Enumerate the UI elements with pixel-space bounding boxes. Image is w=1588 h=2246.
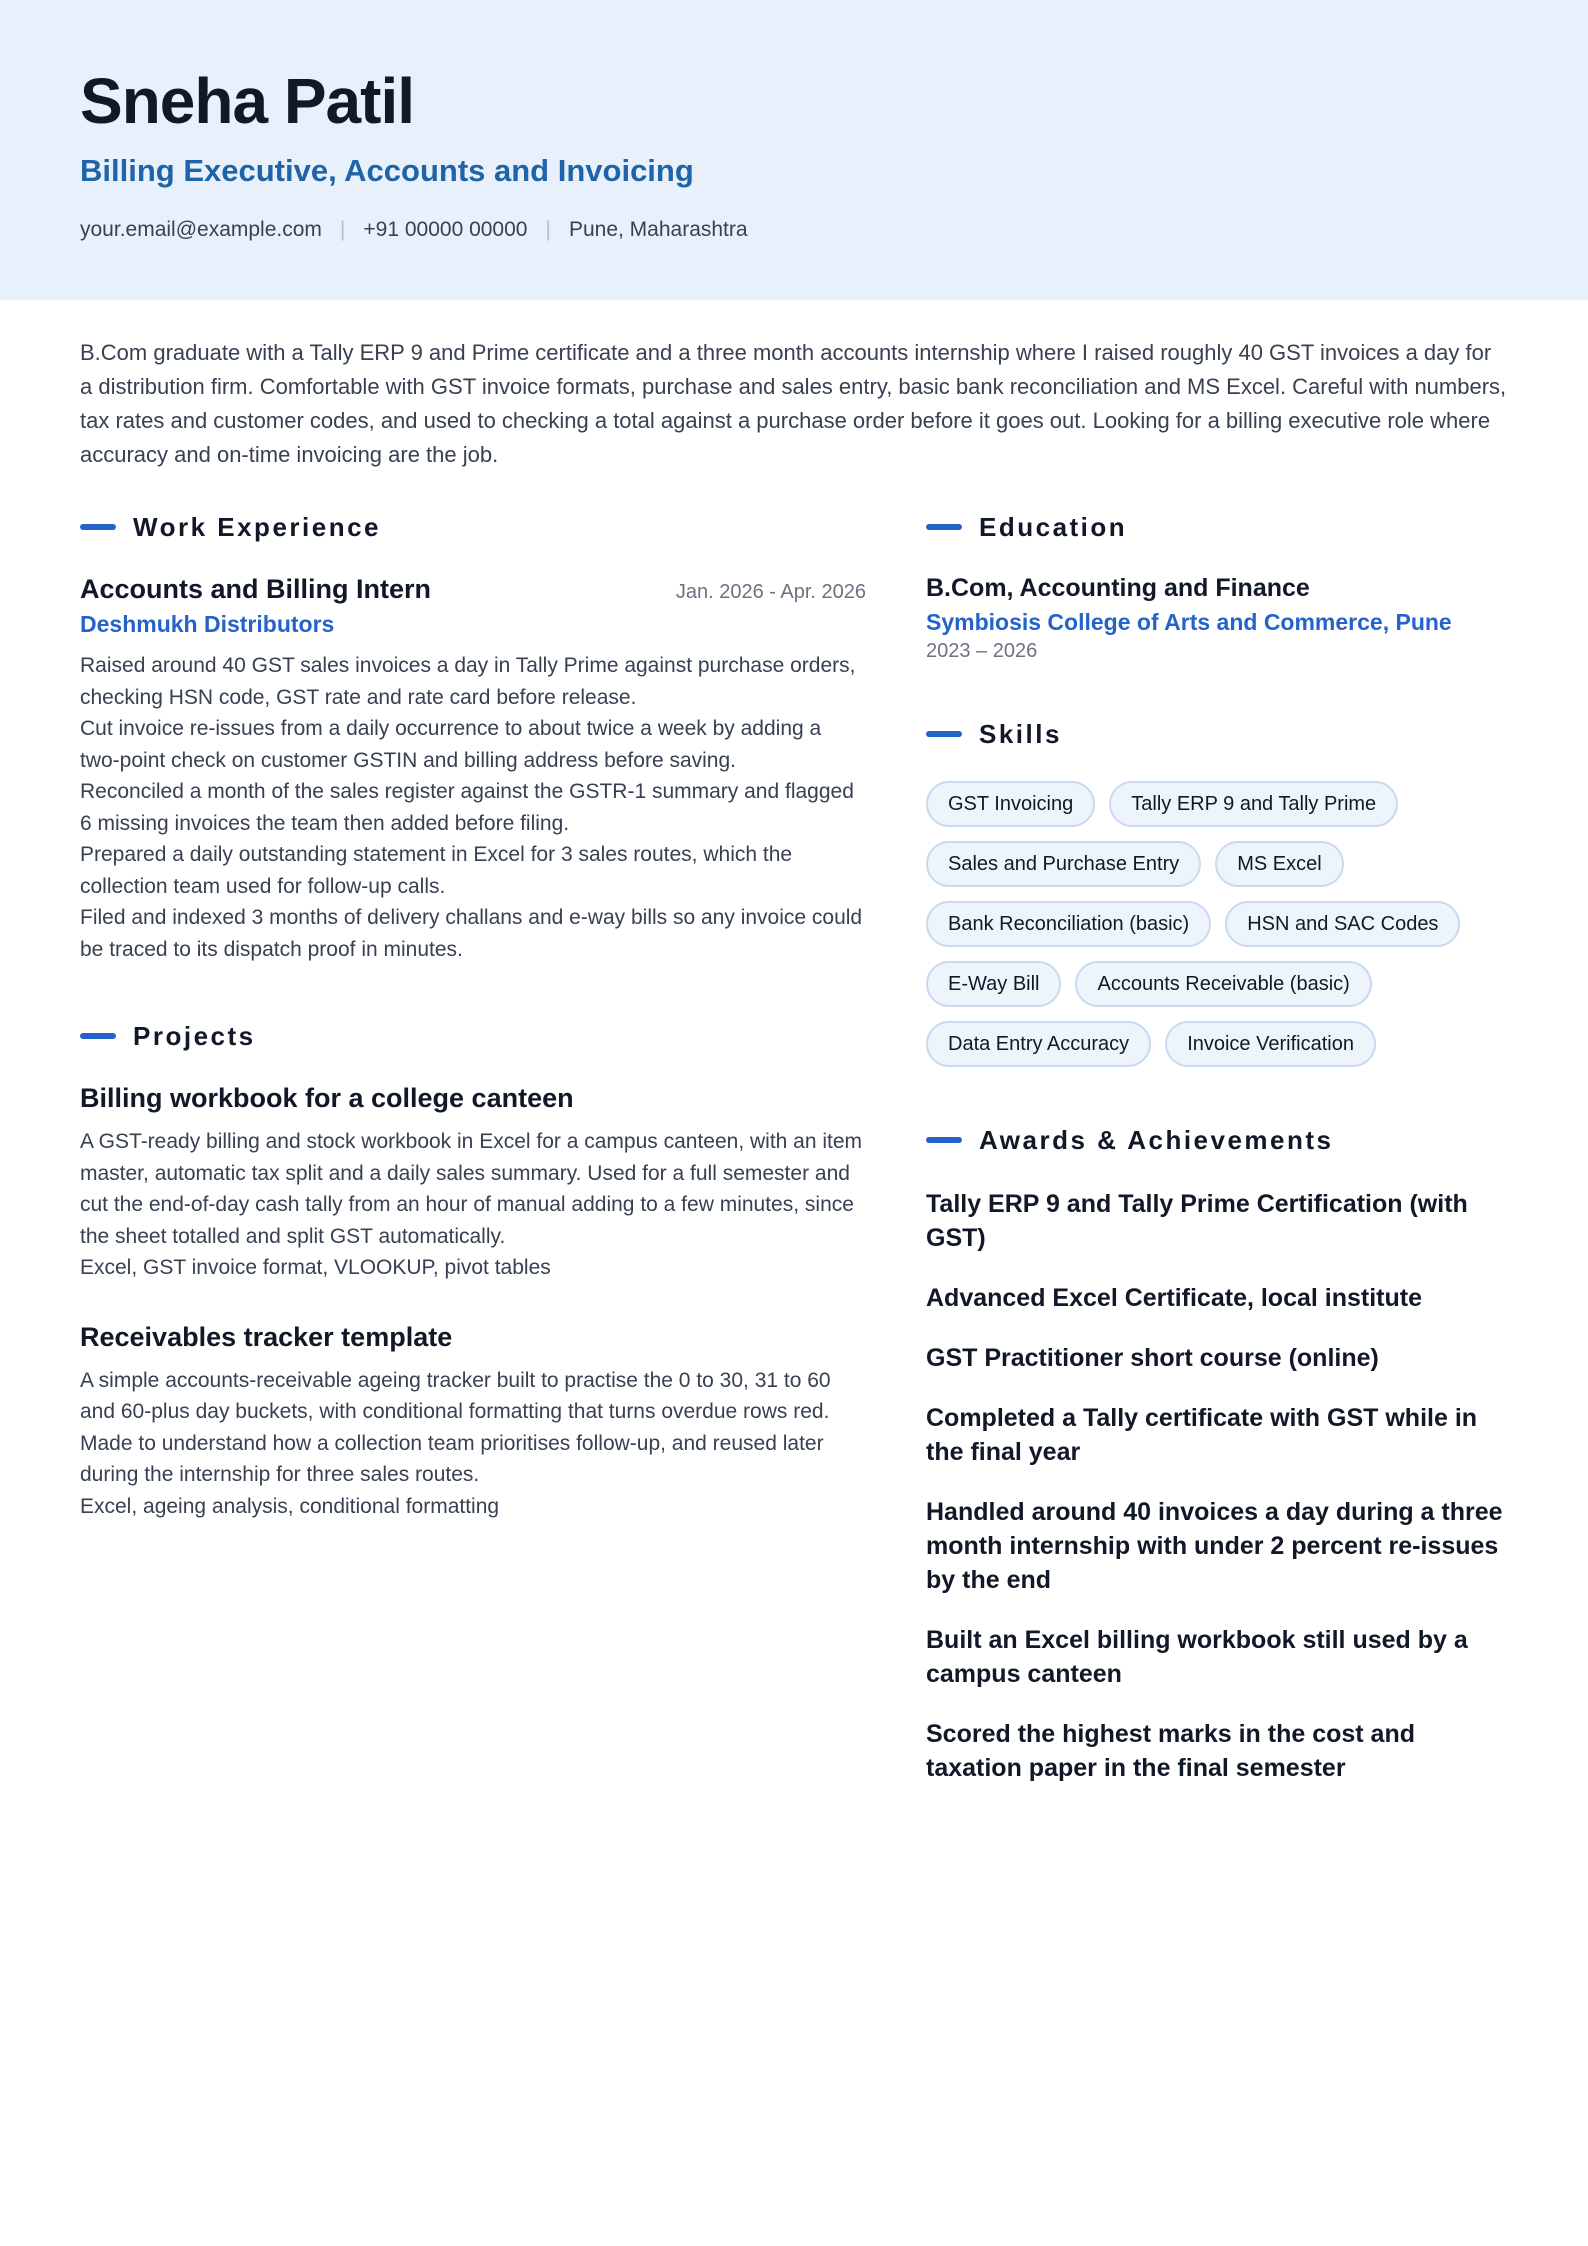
section-accent-bar xyxy=(80,1033,116,1039)
job-dates: Jan. 2026 - Apr. 2026 xyxy=(675,581,866,603)
award-item: GST Practitioner short course (online) xyxy=(926,1344,1379,1372)
job-entry xyxy=(80,574,866,965)
section-accent-bar xyxy=(926,731,962,737)
project-entry xyxy=(80,1322,866,1523)
job-company: Deshmukh Distributors xyxy=(80,611,335,637)
resume-header xyxy=(0,0,1588,300)
skill-chip: Bank Reconciliation (basic) xyxy=(926,901,1211,947)
award-item: Handled around 40 invoices a day during a three month internship with under 2 percent re-issues by the end xyxy=(926,1498,1503,1594)
contact-email[interactable]: your.email@example.com xyxy=(80,218,322,241)
education-years: 2023 – 2026 xyxy=(926,640,1038,662)
job-bullet: Reconciled a month of the sales register against the GSTR-1 summary and flagged 6 missing invoices the team then added before filing. xyxy=(80,780,854,835)
award-item: Completed a Tally certificate with GST while in the final year xyxy=(926,1404,1478,1466)
profile-summary: B.Com graduate with a Tally ERP 9 and Prime certificate and a three month accounts internship where I raised roughly 40 GST invoices a day for a distribution firm. Comfortable with GST invoice formats, purchase and sales entry, basic bank reconciliation and MS Excel. Careful with numbers, tax rates and customer codes, and used to checking a total against a purchase order before it goes out. Looking for a billing executive role where accuracy and on-time invoicing are the job. xyxy=(80,340,1507,467)
skill-chip: GST Invoicing xyxy=(926,781,1095,827)
section-title-text: Projects xyxy=(133,1020,256,1051)
project-entry xyxy=(80,1083,866,1284)
section-education xyxy=(926,510,1508,544)
project-title: Billing workbook for a college canteen xyxy=(80,1083,574,1113)
section-skills xyxy=(926,717,1508,751)
left-column xyxy=(80,510,866,1811)
job-bullet: Filed and indexed 3 months of delivery challans and e-way bills so any invoice could be traced to its dispatch proof in minutes. xyxy=(80,906,863,961)
skill-chip: Accounts Receivable (basic) xyxy=(1075,961,1371,1007)
section-accent-bar xyxy=(80,524,116,530)
skill-chip: HSN and SAC Codes xyxy=(1225,901,1460,947)
section-title-text: Awards & Achievements xyxy=(979,1124,1334,1155)
contact-separator: | xyxy=(545,218,551,241)
project-title: Receivables tracker template xyxy=(80,1321,453,1352)
candidate-role: Billing Executive, Accounts and Invoicing xyxy=(80,153,694,188)
job-bullet: Cut invoice re-issues from a daily occurrence to about twice a week by adding a two-point check on customer GSTIN and billing address before saving. xyxy=(80,717,822,772)
skill-chip: Sales and Purchase Entry xyxy=(926,841,1201,887)
section-work-experience xyxy=(80,510,866,544)
right-column xyxy=(926,510,1508,1811)
skills-list xyxy=(926,781,1508,1067)
section-accent-bar xyxy=(926,1137,962,1143)
education-degree: B.Com, Accounting and Finance xyxy=(926,574,1310,602)
education-school: Symbiosis College of Arts and Commerce, Pune xyxy=(926,609,1452,635)
skill-chip: E-Way Bill xyxy=(926,961,1061,1007)
candidate-name: Sneha Patil xyxy=(80,65,414,137)
award-item: Tally ERP 9 and Tally Prime Certification (with GST) xyxy=(926,1190,1468,1252)
resume-body xyxy=(80,510,1508,1811)
skill-chip: MS Excel xyxy=(1215,841,1343,887)
project-tech: Excel, ageing analysis, conditional formatting xyxy=(80,1494,500,1518)
section-title-text: Work Experience xyxy=(133,511,382,542)
job-bullet: Raised around 40 GST sales invoices a day in Tally Prime against purchase orders, checking HSN code, GST rate and rate card before release. xyxy=(80,654,856,709)
contact-line xyxy=(80,218,1508,242)
contact-phone[interactable]: +91 00000 00000 xyxy=(363,218,528,241)
skill-chip: Tally ERP 9 and Tally Prime xyxy=(1109,781,1398,827)
job-bullets xyxy=(80,650,866,965)
award-item: Advanced Excel Certificate, local institute xyxy=(926,1284,1422,1312)
project-description: A simple accounts-receivable ageing tracker built to practise the 0 to 30, 31 to 60 and 60-plus day buckets, with conditional formatting that turns overdue rows red. Made to understand how a collection team prioritises follow-up, and reused later during the internship for three sales routes. xyxy=(80,1368,831,1486)
project-description: A GST-ready billing and stock workbook in Excel for a campus canteen, with an item master, automatic tax split and a daily sales summary. Used for a full semester and cut the end-of-day cash tally from an hour of manual adding to a few minutes, since the sheet totalled and split GST automatically. xyxy=(80,1130,863,1248)
section-awards xyxy=(926,1123,1508,1157)
section-projects xyxy=(80,1019,866,1053)
section-accent-bar xyxy=(926,524,962,530)
skill-chip: Invoice Verification xyxy=(1165,1021,1376,1067)
project-tech: Excel, GST invoice format, VLOOKUP, pivot tables xyxy=(80,1256,551,1279)
skill-chip: Data Entry Accuracy xyxy=(926,1021,1151,1067)
section-title-text: Skills xyxy=(979,718,1062,749)
award-item: Built an Excel billing workbook still used by a campus canteen xyxy=(926,1626,1468,1688)
job-bullet: Prepared a daily outstanding statement in Excel for 3 sales routes, which the collection team used for follow-up calls. xyxy=(80,843,793,898)
contact-separator: | xyxy=(339,218,346,241)
job-header xyxy=(80,574,866,605)
section-title-text: Education xyxy=(979,511,1128,542)
award-item: Scored the highest marks in the cost and taxation paper in the final semester xyxy=(926,1720,1416,1782)
education-entry xyxy=(926,574,1508,663)
job-title: Accounts and Billing Intern xyxy=(80,574,432,604)
awards-list xyxy=(926,1187,1508,1785)
contact-location: Pune, Maharashtra xyxy=(568,218,748,241)
